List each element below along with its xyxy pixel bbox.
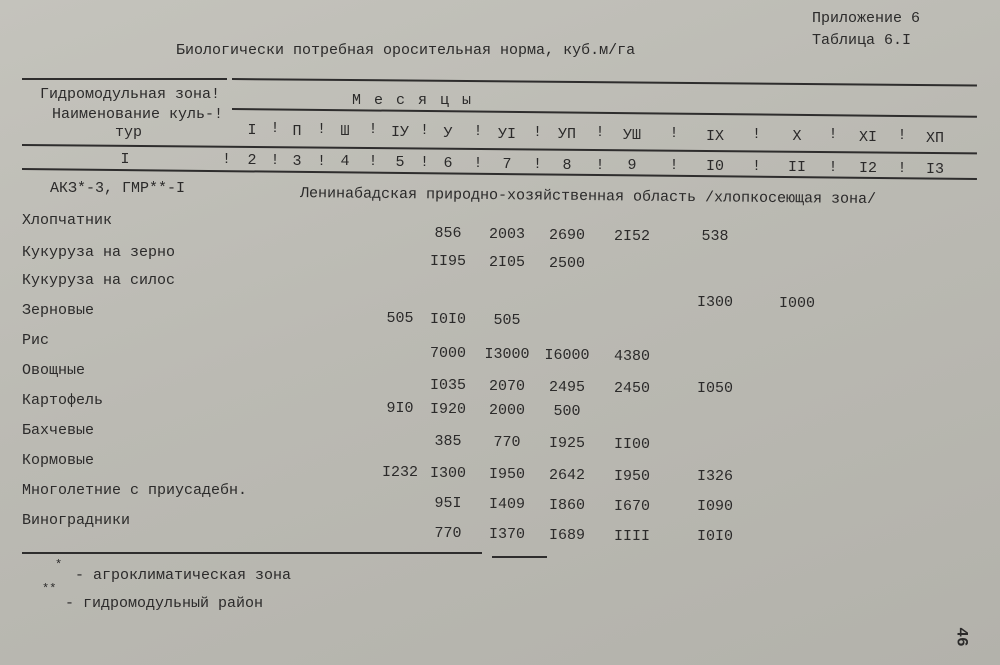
- column-divider: !: [473, 155, 483, 172]
- header-crop-2: тур: [115, 124, 143, 141]
- rule: [492, 556, 547, 558]
- table-cell: I689: [548, 526, 586, 544]
- column-number: 3: [292, 152, 302, 170]
- rule: [232, 78, 977, 87]
- table-cell: I0I0: [696, 528, 734, 546]
- column-divider: !: [368, 121, 378, 139]
- appendix-label: Приложение 6: [812, 10, 921, 27]
- table-number: Таблица 6.I: [812, 32, 912, 49]
- table-cell: 2I52: [613, 227, 651, 245]
- table-cell: 385: [434, 433, 462, 451]
- table-cell: 500: [553, 402, 581, 420]
- rule: [232, 108, 977, 118]
- table-cell: I6000: [544, 346, 590, 364]
- column-divider: !: [752, 125, 762, 143]
- column-number: 2: [247, 151, 257, 169]
- column-divider: !: [368, 153, 378, 171]
- table-cell: 7000: [429, 345, 467, 363]
- table-cell: II00: [613, 435, 651, 453]
- table-cell: 2500: [548, 254, 586, 272]
- month-header: П: [292, 122, 302, 140]
- column-number: 5: [395, 154, 405, 172]
- column-number: 4: [340, 153, 350, 171]
- table-cell: I0I0: [429, 311, 467, 329]
- page-title: Биологически потребная оросительная норма, куб.м/га: [176, 42, 636, 59]
- table-cell: I326: [696, 468, 734, 486]
- month-header: X: [792, 128, 802, 146]
- crop-name: Зерновые: [22, 302, 95, 319]
- table-cell: 770: [493, 434, 521, 451]
- table-cell: 95I: [434, 495, 462, 513]
- column-divider: !: [828, 159, 838, 176]
- table-cell: I950: [488, 466, 526, 483]
- footnote-1: - агроклиматическая зона: [75, 567, 292, 584]
- region-label: Ленинабадская природно-хозяйственная область /хлопкосеющая зона/: [299, 184, 877, 209]
- crop-name: Овощные: [22, 362, 86, 379]
- month-header: IУ: [390, 124, 410, 142]
- column-divider: !: [669, 124, 679, 142]
- month-header: I: [247, 122, 257, 139]
- footnote-2: - гидромодульный район: [65, 595, 264, 612]
- column-divider: !: [533, 123, 543, 141]
- column-number: I: [120, 151, 130, 168]
- column-divider: !: [420, 154, 430, 172]
- table-cell: I3000: [484, 346, 530, 363]
- rule: [22, 552, 482, 554]
- crop-name: Кормовые: [22, 452, 95, 469]
- column-number: I0: [705, 158, 725, 176]
- table-cell: 770: [434, 525, 462, 543]
- month-header: XI: [858, 129, 878, 146]
- crop-name: Кукуруза на зерно: [22, 244, 176, 261]
- month-header: Ш: [340, 123, 350, 141]
- table-cell: I670: [613, 497, 651, 515]
- month-header: УШ: [622, 126, 642, 144]
- column-divider: !: [222, 151, 232, 168]
- table-cell: I300: [429, 465, 467, 483]
- column-divider: !: [595, 124, 605, 142]
- crop-name: Кукуруза на силос: [22, 272, 176, 289]
- table-cell: I300: [696, 294, 734, 312]
- column-number: I2: [858, 159, 878, 177]
- table-cell: 2690: [548, 226, 586, 244]
- footnote-mark-1: *: [55, 558, 63, 572]
- month-header: IX: [705, 127, 725, 145]
- column-number: 7: [502, 155, 512, 173]
- footnote-mark-2: **: [42, 582, 57, 596]
- table-cell: 4380: [613, 347, 651, 365]
- column-divider: !: [828, 126, 838, 144]
- table-cell: 2495: [548, 378, 586, 396]
- column-divider: !: [897, 159, 907, 177]
- month-header: У: [443, 124, 453, 142]
- table-cell: II95: [429, 253, 467, 271]
- crop-name: Бахчевые: [22, 422, 95, 439]
- column-divider: !: [533, 155, 543, 173]
- column-divider: !: [752, 158, 762, 176]
- table-cell: I050: [696, 380, 734, 398]
- header-months: М е с я ц ы: [352, 92, 474, 109]
- table-cell: I409: [488, 496, 526, 513]
- table-cell: I920: [429, 401, 467, 419]
- table-cell: I035: [429, 377, 467, 395]
- column-number: 8: [562, 156, 572, 174]
- table-cell: 505: [493, 312, 521, 329]
- crop-name: Рис: [22, 332, 50, 349]
- column-divider: !: [317, 152, 327, 170]
- table-cell: I925: [548, 434, 586, 452]
- table-cell: I000: [778, 295, 816, 313]
- crop-name: Картофель: [22, 392, 104, 409]
- column-number: 9: [627, 157, 637, 175]
- table-cell: I370: [488, 526, 526, 543]
- table-cell: 856: [434, 225, 462, 243]
- crop-name: Виноградники: [22, 512, 131, 529]
- table-cell: 505: [386, 310, 414, 328]
- table-cell: IIII: [613, 527, 651, 545]
- table-cell: 538: [701, 228, 729, 246]
- column-number: II: [787, 159, 807, 176]
- column-number: I3: [925, 160, 945, 178]
- table-cell: I950: [613, 467, 651, 485]
- column-divider: !: [897, 127, 907, 144]
- column-divider: !: [317, 120, 327, 138]
- table-cell: I090: [696, 498, 734, 516]
- table-cell: 2003: [488, 226, 526, 243]
- table-cell: 9I0: [386, 400, 414, 418]
- table-cell: 2450: [613, 379, 651, 397]
- table-cell: I860: [548, 496, 586, 514]
- table-cell: 2I05: [488, 254, 526, 271]
- table-cell: 2642: [548, 466, 586, 484]
- column-divider: !: [420, 122, 430, 140]
- zone-label: АКЗ*-3, ГМР**-I: [50, 180, 186, 197]
- crop-name: Хлопчатник: [22, 212, 113, 229]
- table-cell: 2000: [488, 402, 526, 419]
- month-header: УI: [497, 125, 517, 143]
- header-zone: Гидромодульная зона!: [40, 86, 221, 103]
- table-cell: I232: [381, 464, 419, 482]
- crop-name: Многолетние с приусадебн.: [22, 482, 248, 499]
- rule: [22, 78, 227, 80]
- column-divider: !: [473, 122, 483, 140]
- month-header: УП: [557, 126, 577, 144]
- header-crop: Наименование куль-!: [52, 106, 224, 123]
- month-header: XП: [925, 129, 945, 147]
- rule: [22, 144, 977, 154]
- column-divider: !: [669, 157, 679, 175]
- table-cell: 2070: [488, 378, 526, 395]
- column-divider: !: [595, 156, 605, 174]
- column-divider: !: [270, 151, 280, 169]
- page-number: 46: [952, 627, 971, 647]
- column-divider: !: [270, 120, 280, 137]
- column-number: 6: [443, 155, 453, 172]
